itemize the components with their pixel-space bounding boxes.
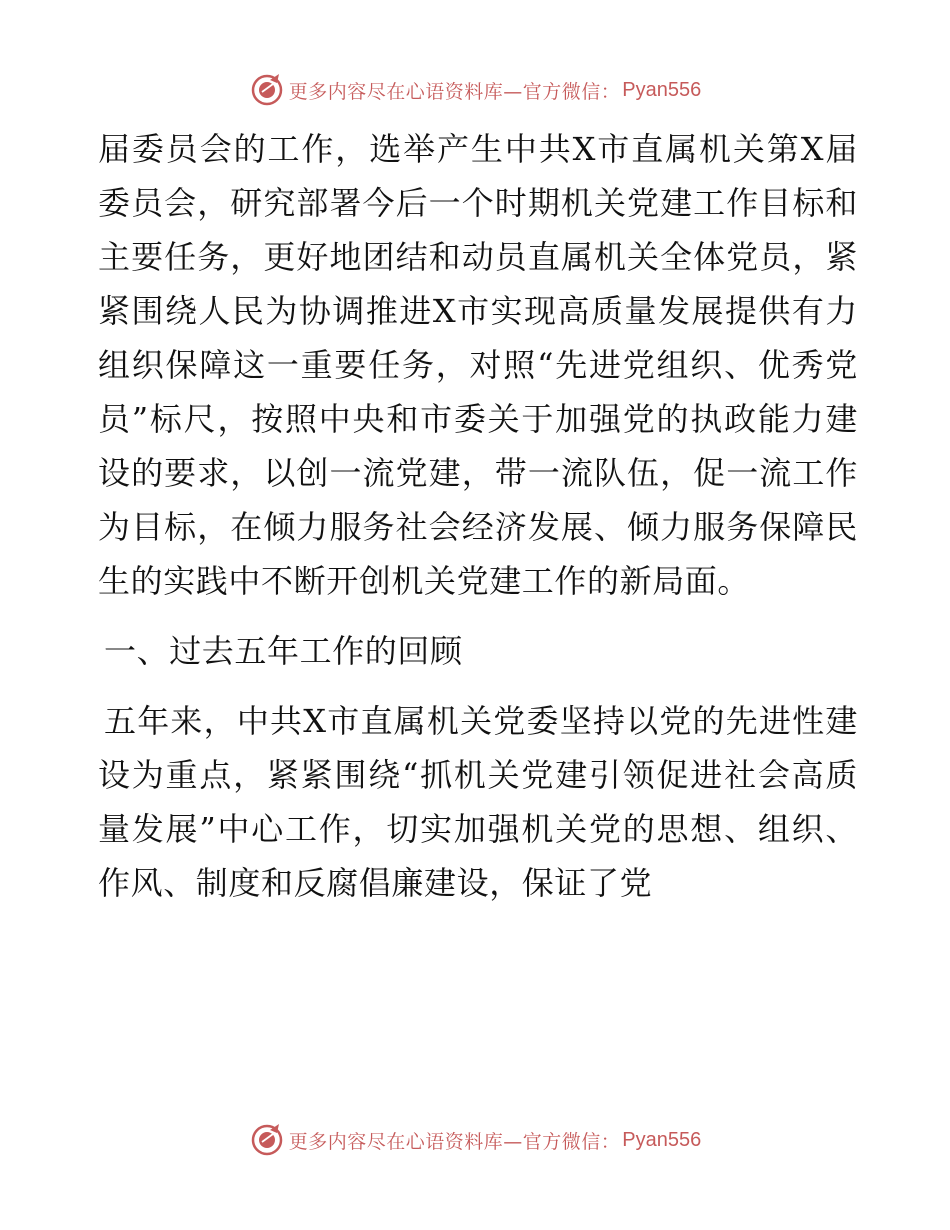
footer-watermark (0, 1120, 950, 1160)
header-watermark (0, 70, 950, 110)
watermark-text: 更多内容尽在心语资料库—官方微信： (288, 1130, 621, 1153)
document-body (98, 122, 858, 926)
watermark-text: 更多内容尽在心语资料库—官方微信： (288, 80, 621, 103)
section-heading: 一、过去五年工作的回顾 (104, 632, 463, 670)
body-paragraph-1: 届委员会的工作，选举产生中共X市直属机关第X届委员会，研究部署今后一个时期机关党建工作目标和主要任务，更好地团结和动员直属机关全体党员，紧紧围绕人民为协调推进X市实现高质量发展提供有力组织保障这一重要任务，对照“先进党组织、优秀党员”标尺，按照中央和市委关于加强党的执政能力建设的要求，以创一流党建，带一流队伍，促一流工作为目标，在倾力服务社会经济发展、倾力服务保障民生的实践中不断开创机关党建工作的新局面。 (98, 130, 858, 600)
watermark-handle: Pyan556 (622, 1128, 702, 1151)
pen-logo-icon (249, 1122, 285, 1158)
watermark-handle: Pyan556 (622, 78, 702, 101)
body-paragraph-2: 五年来，中共X市直属机关党委坚持以党的先进性建设为重点，紧紧围绕“抓机关党建引领促进社会高质量发展”中心工作，切实加强机关党的思想、组织、作风、制度和反腐倡廉建设，保证了党 (98, 702, 858, 902)
pen-logo-icon (249, 72, 285, 108)
